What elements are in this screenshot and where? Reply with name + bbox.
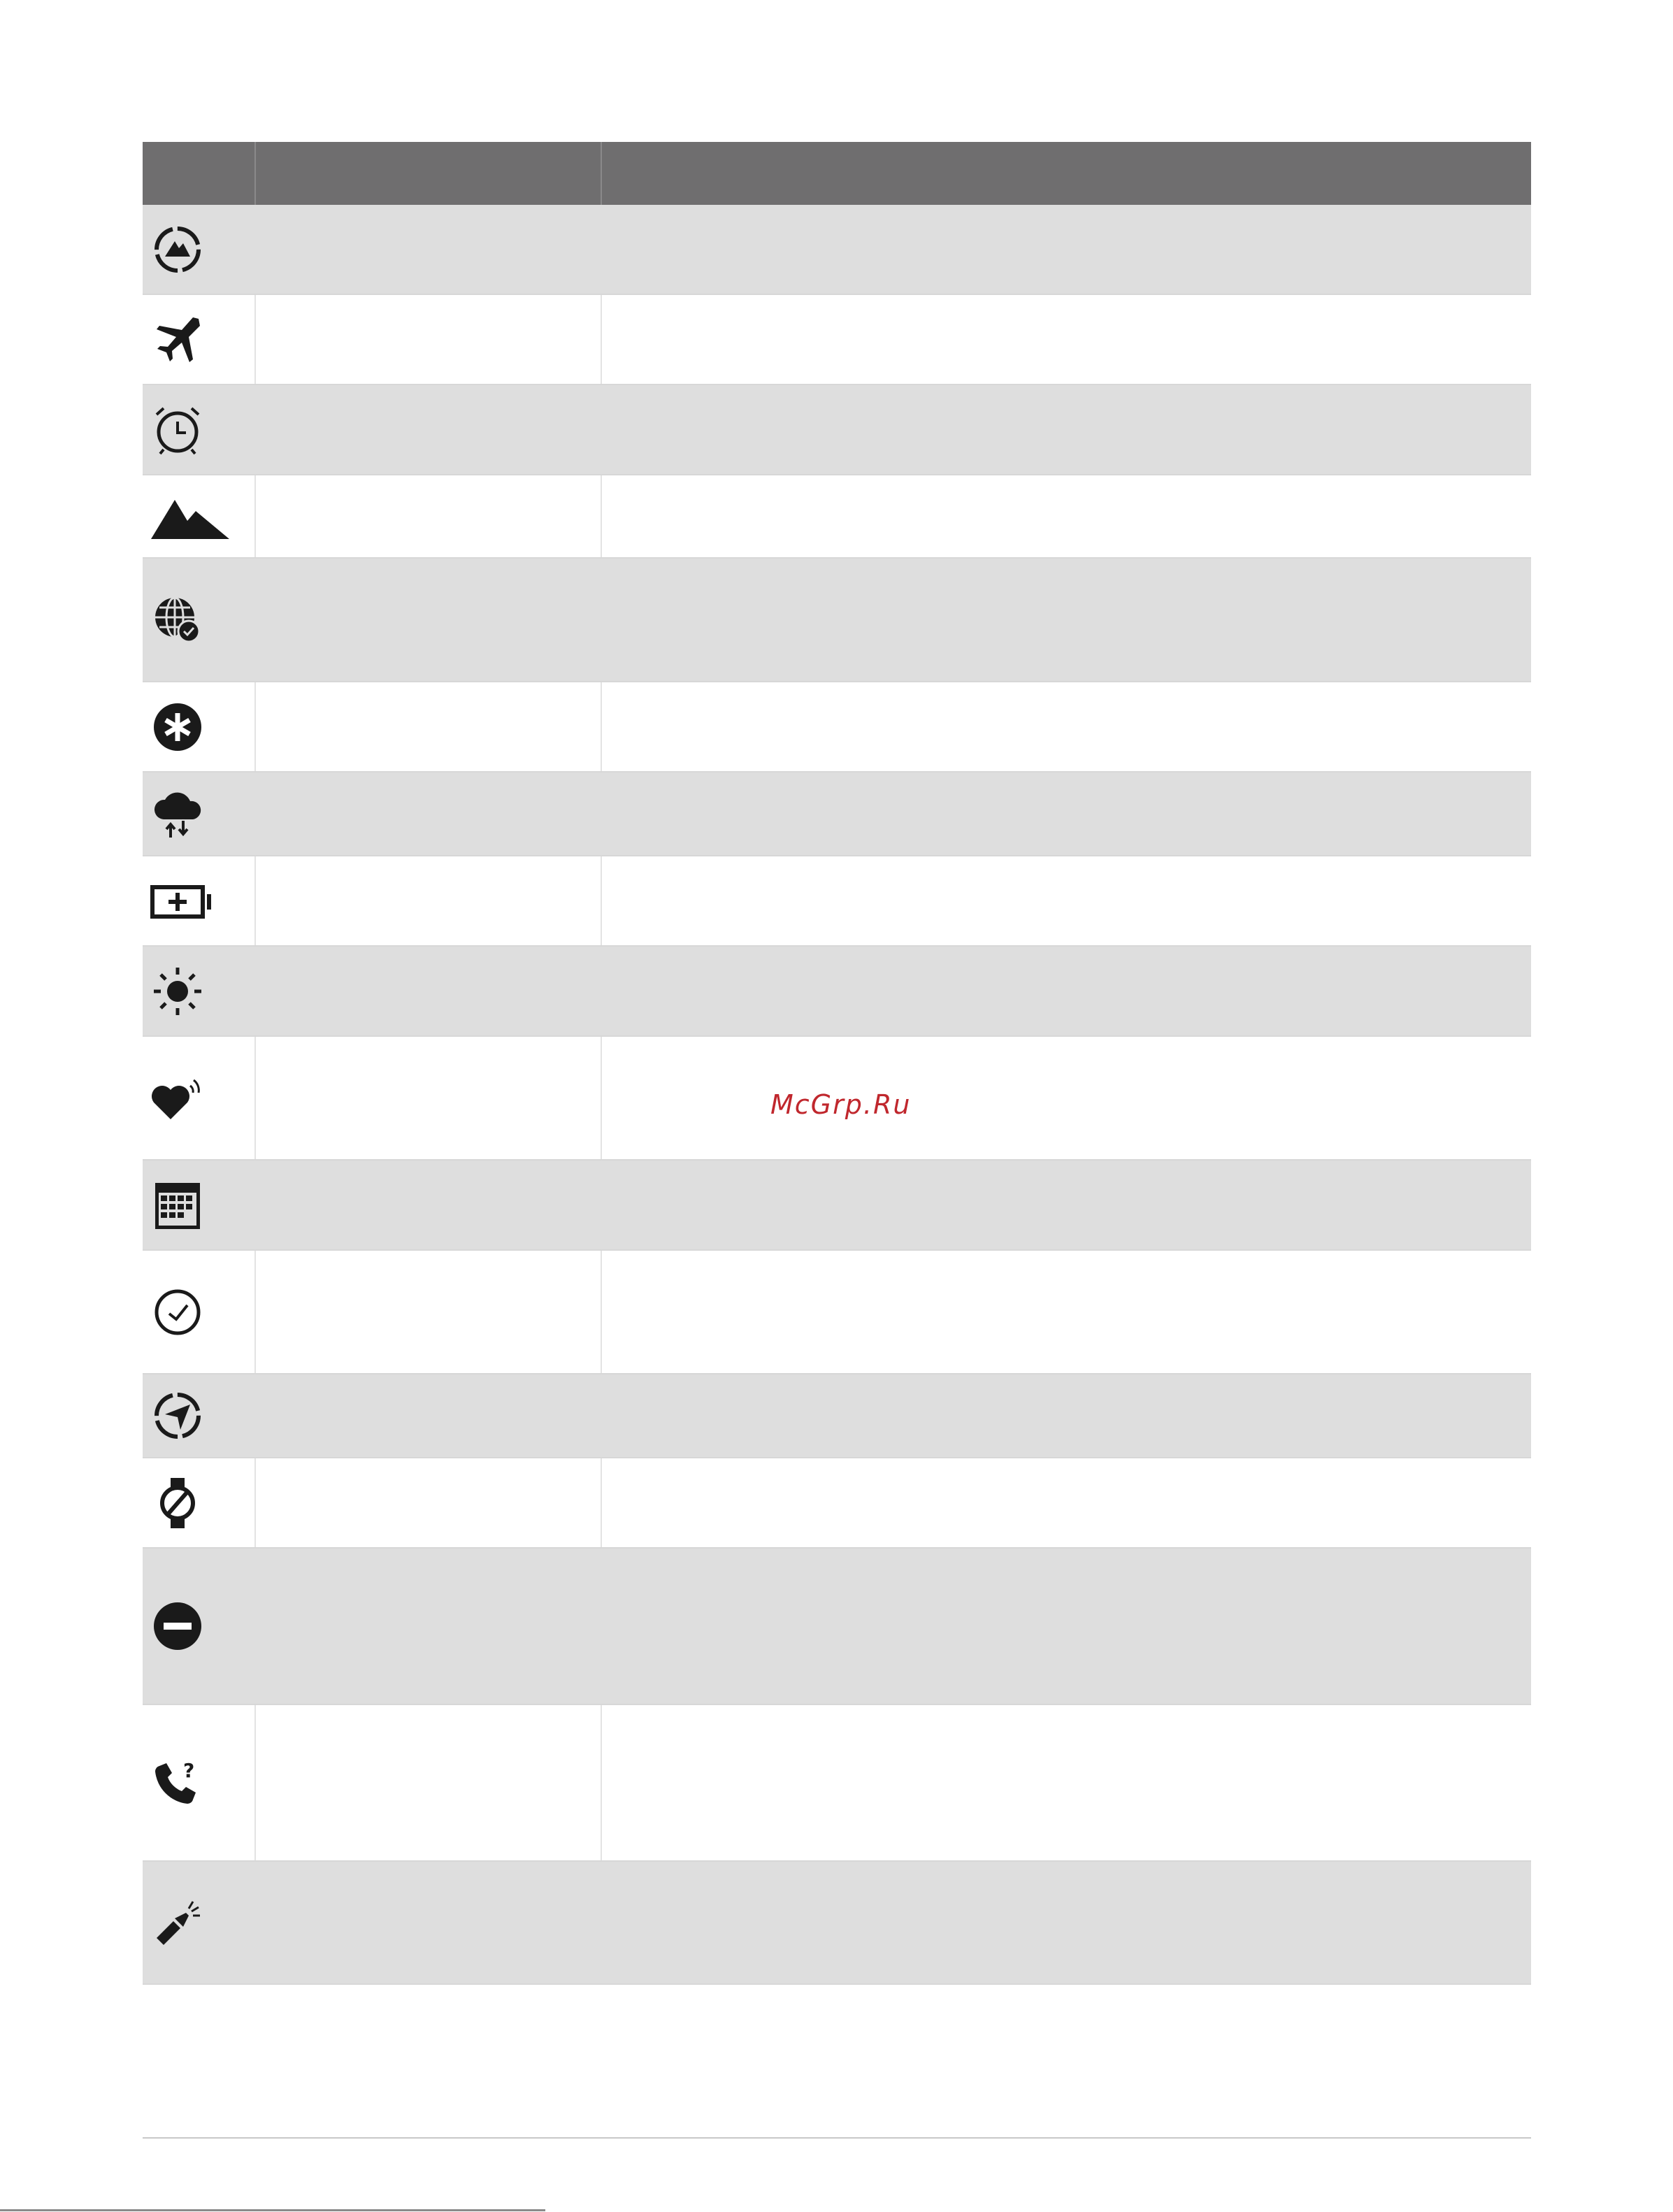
- table-row: [143, 205, 1531, 295]
- do-not-disturb-icon: [150, 1598, 206, 1654]
- column-divider: [601, 682, 602, 771]
- table-row: [143, 1161, 1531, 1251]
- footer-divider: [143, 2137, 1531, 2139]
- battery-saver-icon: [150, 873, 214, 929]
- column-divider: [601, 1705, 602, 1860]
- column-divider: [254, 1458, 256, 1547]
- table-row: [143, 947, 1531, 1037]
- column-divider: [601, 1037, 602, 1159]
- column-divider: [254, 682, 256, 771]
- adventurous-race-icon: [150, 222, 206, 278]
- controls-table: [143, 142, 1531, 1985]
- column-divider: [254, 1705, 256, 1860]
- table-row: [143, 856, 1531, 947]
- table-row: [143, 1862, 1531, 1985]
- table-row: [143, 559, 1531, 682]
- table-row: [143, 773, 1531, 856]
- table-header: [143, 142, 1531, 205]
- table-row: [143, 1251, 1531, 1374]
- watermark: McGrp.Ru: [770, 1089, 912, 1120]
- table-row: [143, 1458, 1531, 1549]
- column-divider: [254, 1037, 256, 1159]
- column-divider: [254, 1251, 256, 1373]
- column-divider: [601, 1458, 602, 1547]
- find-phone-icon: [150, 1755, 206, 1811]
- table-row: [143, 1374, 1531, 1458]
- airplane-icon: [150, 312, 206, 368]
- svg-text:?: ?: [183, 1759, 195, 1782]
- table-row: [143, 385, 1531, 475]
- globe-check-icon: [150, 592, 206, 648]
- brightness-icon: [150, 963, 206, 1019]
- mountain-icon: [150, 489, 231, 545]
- column-divider: [254, 475, 256, 557]
- bottom-edge-line: [0, 2209, 545, 2211]
- cloud-sync-icon: [150, 786, 206, 842]
- table-row: [143, 475, 1531, 559]
- column-divider: [601, 1251, 602, 1373]
- column-divider: [254, 856, 256, 945]
- table-row: [143, 295, 1531, 385]
- column-divider: [601, 475, 602, 557]
- heart-rate-broadcast-icon: [150, 1070, 206, 1126]
- watch-disabled-icon: [150, 1475, 206, 1531]
- flashlight-icon: [150, 1895, 206, 1951]
- table-row: [143, 682, 1531, 773]
- navigation-arrow-icon: [150, 1388, 206, 1444]
- calendar-icon: [150, 1177, 206, 1233]
- header-divider: [254, 142, 256, 205]
- clock-icon: [150, 1284, 206, 1340]
- column-divider: [601, 295, 602, 384]
- column-divider: [254, 295, 256, 384]
- asterisk-circle-icon: [150, 699, 206, 755]
- alarm-clock-icon: [150, 402, 206, 458]
- table-row: [143, 1549, 1531, 1705]
- column-divider: [601, 856, 602, 945]
- header-divider: [601, 142, 602, 205]
- table-row: [143, 1705, 1531, 1862]
